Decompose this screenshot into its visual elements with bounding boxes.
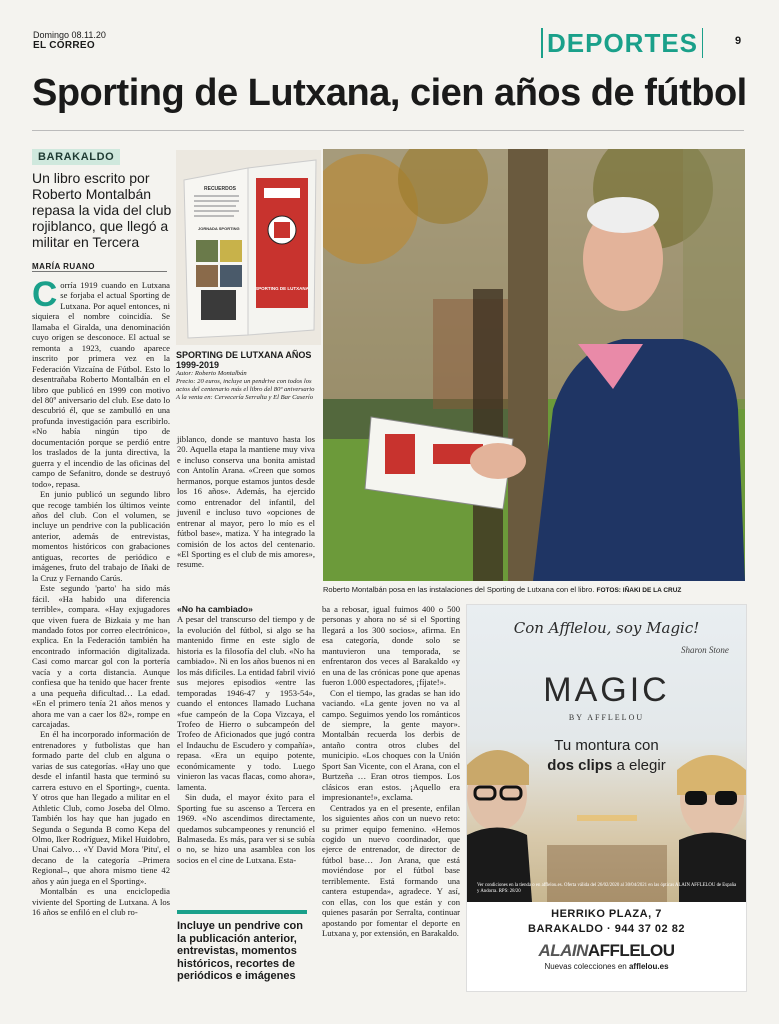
store-phone: BARAKALDO · 944 37 02 82 [528, 923, 685, 935]
ad-store-info [467, 902, 746, 971]
author-byline: MARÍA RUANO [32, 262, 95, 271]
section-subheading: «No ha cambiado» [177, 604, 253, 614]
ad-product-by: BY AFFLELOU [568, 713, 645, 722]
brand-logo-part-2: AFFLELOU [587, 941, 675, 960]
issue-date: Domingo 08.11.20 [33, 30, 106, 40]
article-column-3 [177, 604, 315, 865]
ad-offer-line-1: Tu montura con [554, 737, 659, 754]
book-price: Precio: 20 euros, incluye un pendrive con todos los actos del centenario más el libro del 80º aniversario [176, 378, 315, 393]
book-page-subheading: JORNADA SPORTING [198, 226, 240, 231]
ad-fine-print: Ver condiciones en la tienda o en afflelou.es. Oferta válida del 26/02/2020 al 30/04/2021 en las ópticas ALAIN AFFLELOU de España y Andorra. RPS: 28/20 [477, 883, 737, 894]
book-title: SPORTING DE LUTXANA AÑOS 1999-2019 [176, 350, 312, 370]
article-column-2 [177, 434, 315, 570]
article-column-4 [322, 604, 460, 939]
store-address: HERRIKO PLAZA, 7 [551, 908, 662, 920]
book-photo [176, 150, 321, 345]
brand-logo [467, 941, 746, 961]
paragraph: orría 1919 cuando en Lutxana se forjaba el actual Sporting de Lutxana. Por aquel entonces, ni siquiera el nombre coincidía. Se llamaba el Giralda, una denominación cuyo origen se desconoce. El actual se remonta a 1923, cuando aparece inscrito por primera vez en la Federación Vizcaína de Fútbol. Esto lo desentrañaba Roberto Montalbán en el libro que publicó en 1999 con motivo del 80º aniversario del club. Ese dato lo descubrió él, que se zambulló en una profunda investigación para escribirlo. «No había ningún tipo de documentación porque se perdió entre los traslados de la junta directiva, la guerra y el incendio de las oficinas del campo de Sefanitro, donde se destruyó todo», repasa. [32, 280, 170, 489]
book-cover-text: SPORTING DE LUTXANA [255, 286, 309, 291]
drop-cap: C [32, 275, 58, 314]
paragraph: En él ha incorporado información de entrenadores y futbolistas que han formado parte del club en alguna o varias de sus categorías. «Hay uno que desde el infantil hasta que terminó su carrera estuvo en el Sporting», cuenta. Y otros que han llegado a militar en el Athletic Club, como Joseba del Olmo. También los hay que han jugado en Segunda o Segunda B como Kepa del Olmo, Iker Rodríguez, Mikel Huidobro, Unai Calvo… «Y David Mora 'Pitu', el decano de la categoría –Primera Regional–, que ahora mismo tiene 42 años y aún juega en el Sporting». [32, 729, 170, 886]
paragraph: Este segundo 'parto' ha sido más fácil. «Ha habido una diferencia terrible», compara. «Hay exjugadores que viven fuera de Bizkaia y me han mandado fotos por correo electrónico», explica. En la Federación también ha encontrado información digitalizada. Casi como marcar gol con la portería vacía y a corta distancia. Aunque confiesa que ha tenido que hacer frente a una pequeña dificultad… La edad. «En el primero tenía 21 años menos y ahora me van a caer los 82», rompe en carcajadas. [32, 583, 170, 730]
ad-slogan: Con Afflelou, soy Magic! [513, 619, 700, 637]
caption-text: Roberto Montalbán posa en las instalaciones del Sporting de Lutxana con el libro. [323, 585, 595, 594]
newspaper-name: EL CORREO [33, 40, 95, 51]
main-photo [323, 149, 745, 581]
article-headline: Sporting de Lutxana, cien años de fútbol [32, 72, 747, 114]
brand-tagline [467, 962, 746, 971]
paragraph: ba a rebosar, igual fuimos 400 o 500 personas y ahora no sé si el Sporting llegará a los 300 socios», afirma. En esa categoría, donde solo se mantuvieron una temporada, se enfrentaron dos veces al Barakaldo «y en una de las crónicas pone que apenas fueron 1.000 espectadores, ¡fíjate!». [322, 604, 460, 688]
pull-quote: Incluye un pendrive con la publicación anterior, entrevistas, momentos históricos, recortes de periódicos e imágenes [177, 910, 307, 983]
tagline-text: Nuevas colecciones en [544, 962, 629, 971]
paragraph: Montalbán es una enciclopedia viviente del Sporting de Lutxana. A los 16 años se enfiló en el club ro- [32, 886, 170, 918]
ad-product-name: MAGIC [543, 671, 670, 709]
ad-visual [467, 605, 746, 902]
divider [32, 130, 744, 131]
location-kicker: BARAKALDO [32, 149, 120, 165]
paragraph: En junio publicó un segundo libro que recoge también los últimos veinte años del club. Con el volumen, se incluye un pendrive con la publicación anterior, además de entrevistas, momentos históricos con grabaciones antiguas, recortes de periódico e imágenes, fruto del trabajo de Iñaki de la Cruz y Fernando Carús. [32, 489, 170, 583]
paragraph: Centrados ya en el presente, enfilan los siguientes años con un nuevo reto: su primer equipo femenino. «Hemos cogido un nuevo coordinador, que ejerce de entrenador, de director de fútbol base… Jon Arana, que está moviéndose por el fútbol base terriblemente. Está formando una cantera estupenda», agradece. Y así, con ellas, con los que están y con quienes pasarán por Serralta, continuar apostando por fomentar el deporte en Lutxana y, por extensión, en Barakaldo. [322, 802, 460, 939]
paragraph: A pesar del transcurso del tiempo y de la evolución del fútbol, si algo se ha mantenido firme en este siglo de historia es la filosofía del club. «No ha cambiado». Ni en los años buenos ni en los más difíciles. La entidad fabril vivió sus mejores episodios «entre las temporadas 1946-47 y 1953-54», cuando el entonces llamado Luchana «fue campeón de la Copa Vizcaya, el Trofeo de Hierro o subcampeón del Trofeo de Aficionados que jugó contra el Indauchu de Escudero y compañía», repasa. «Era un equipo potente, económicamente y todo. Luego vinieron las vacas flacas, como ahora», lamenta. [177, 614, 315, 792]
paragraph: Sin duda, el mayor éxito para el Sporting fue su ascenso a Tercera en 1969. «No ascendimos directamente, quedamos subcampeones y renunció el Balmaseda. Es más, para ver si se subía o no, se hizo una asamblea con los socios en el cine de Lutxana. Esta- [177, 792, 315, 865]
article-subhead: Un libro escrito por Roberto Montalbán repasa la vida del club rojiblanco, que llegó a militar en Tercera [32, 170, 172, 250]
photo-caption [323, 585, 745, 594]
ad-signature: Sharon Stone [681, 645, 729, 655]
book-page-heading: RECUERDOS [204, 186, 236, 192]
paragraph: Con el tiempo, las gradas se han ido vaciando. «La gente joven no va al campo. Seguimos yendo los románticos de siempre, la gente mayor». Montalbán recuerda los derbis de antaño contra otros clubes del municipio. «Los choques con la Unión Sport San Vicente, con el Arana, con el Burtzeña … Eran otros tiempos. Los clásicos eran estos. ¡Aquello era impresionante!», exclama. [322, 687, 460, 803]
brand-logo-part-1: ALAIN [538, 941, 588, 960]
book-sale-points: A la venta en: Cervecería Serralta y El Bar Caserío [176, 394, 314, 401]
ad-models-image [467, 725, 746, 902]
article-column-1 [32, 275, 170, 918]
photo-credit: FOTOS: IÑAKI DE LA CRUZ [596, 587, 682, 594]
section-title: DEPORTES [541, 28, 703, 58]
book-author: Autor: Roberto Montalbán [176, 370, 247, 377]
page-number: 9 [735, 35, 742, 47]
brand-website-link[interactable]: afflelou.es [628, 962, 669, 971]
book-info-box [176, 350, 316, 402]
advertisement[interactable] [466, 604, 747, 992]
ad-offer-bold: dos clips [547, 757, 613, 774]
divider [32, 271, 167, 272]
paragraph: jiblanco, donde se mantuvo hasta los 20. Aquella etapa la mantiene muy viva e incluso conserva una bonita amistad con Antolín Arana. «Creen que somos hermanos, porque estamos juntos desde los 16 años». Además, ha ejercido como entrenador del infantil, del juvenil e incluso tuvo «opciones de entrenar al mayor, pero lo mío es el fútbol base», matiza. Y ha integrado la comisión de los actos del centenario. «El Sporting es el club de mis amores», resume. [177, 434, 315, 570]
ad-offer-rest: a elegir [612, 757, 666, 774]
